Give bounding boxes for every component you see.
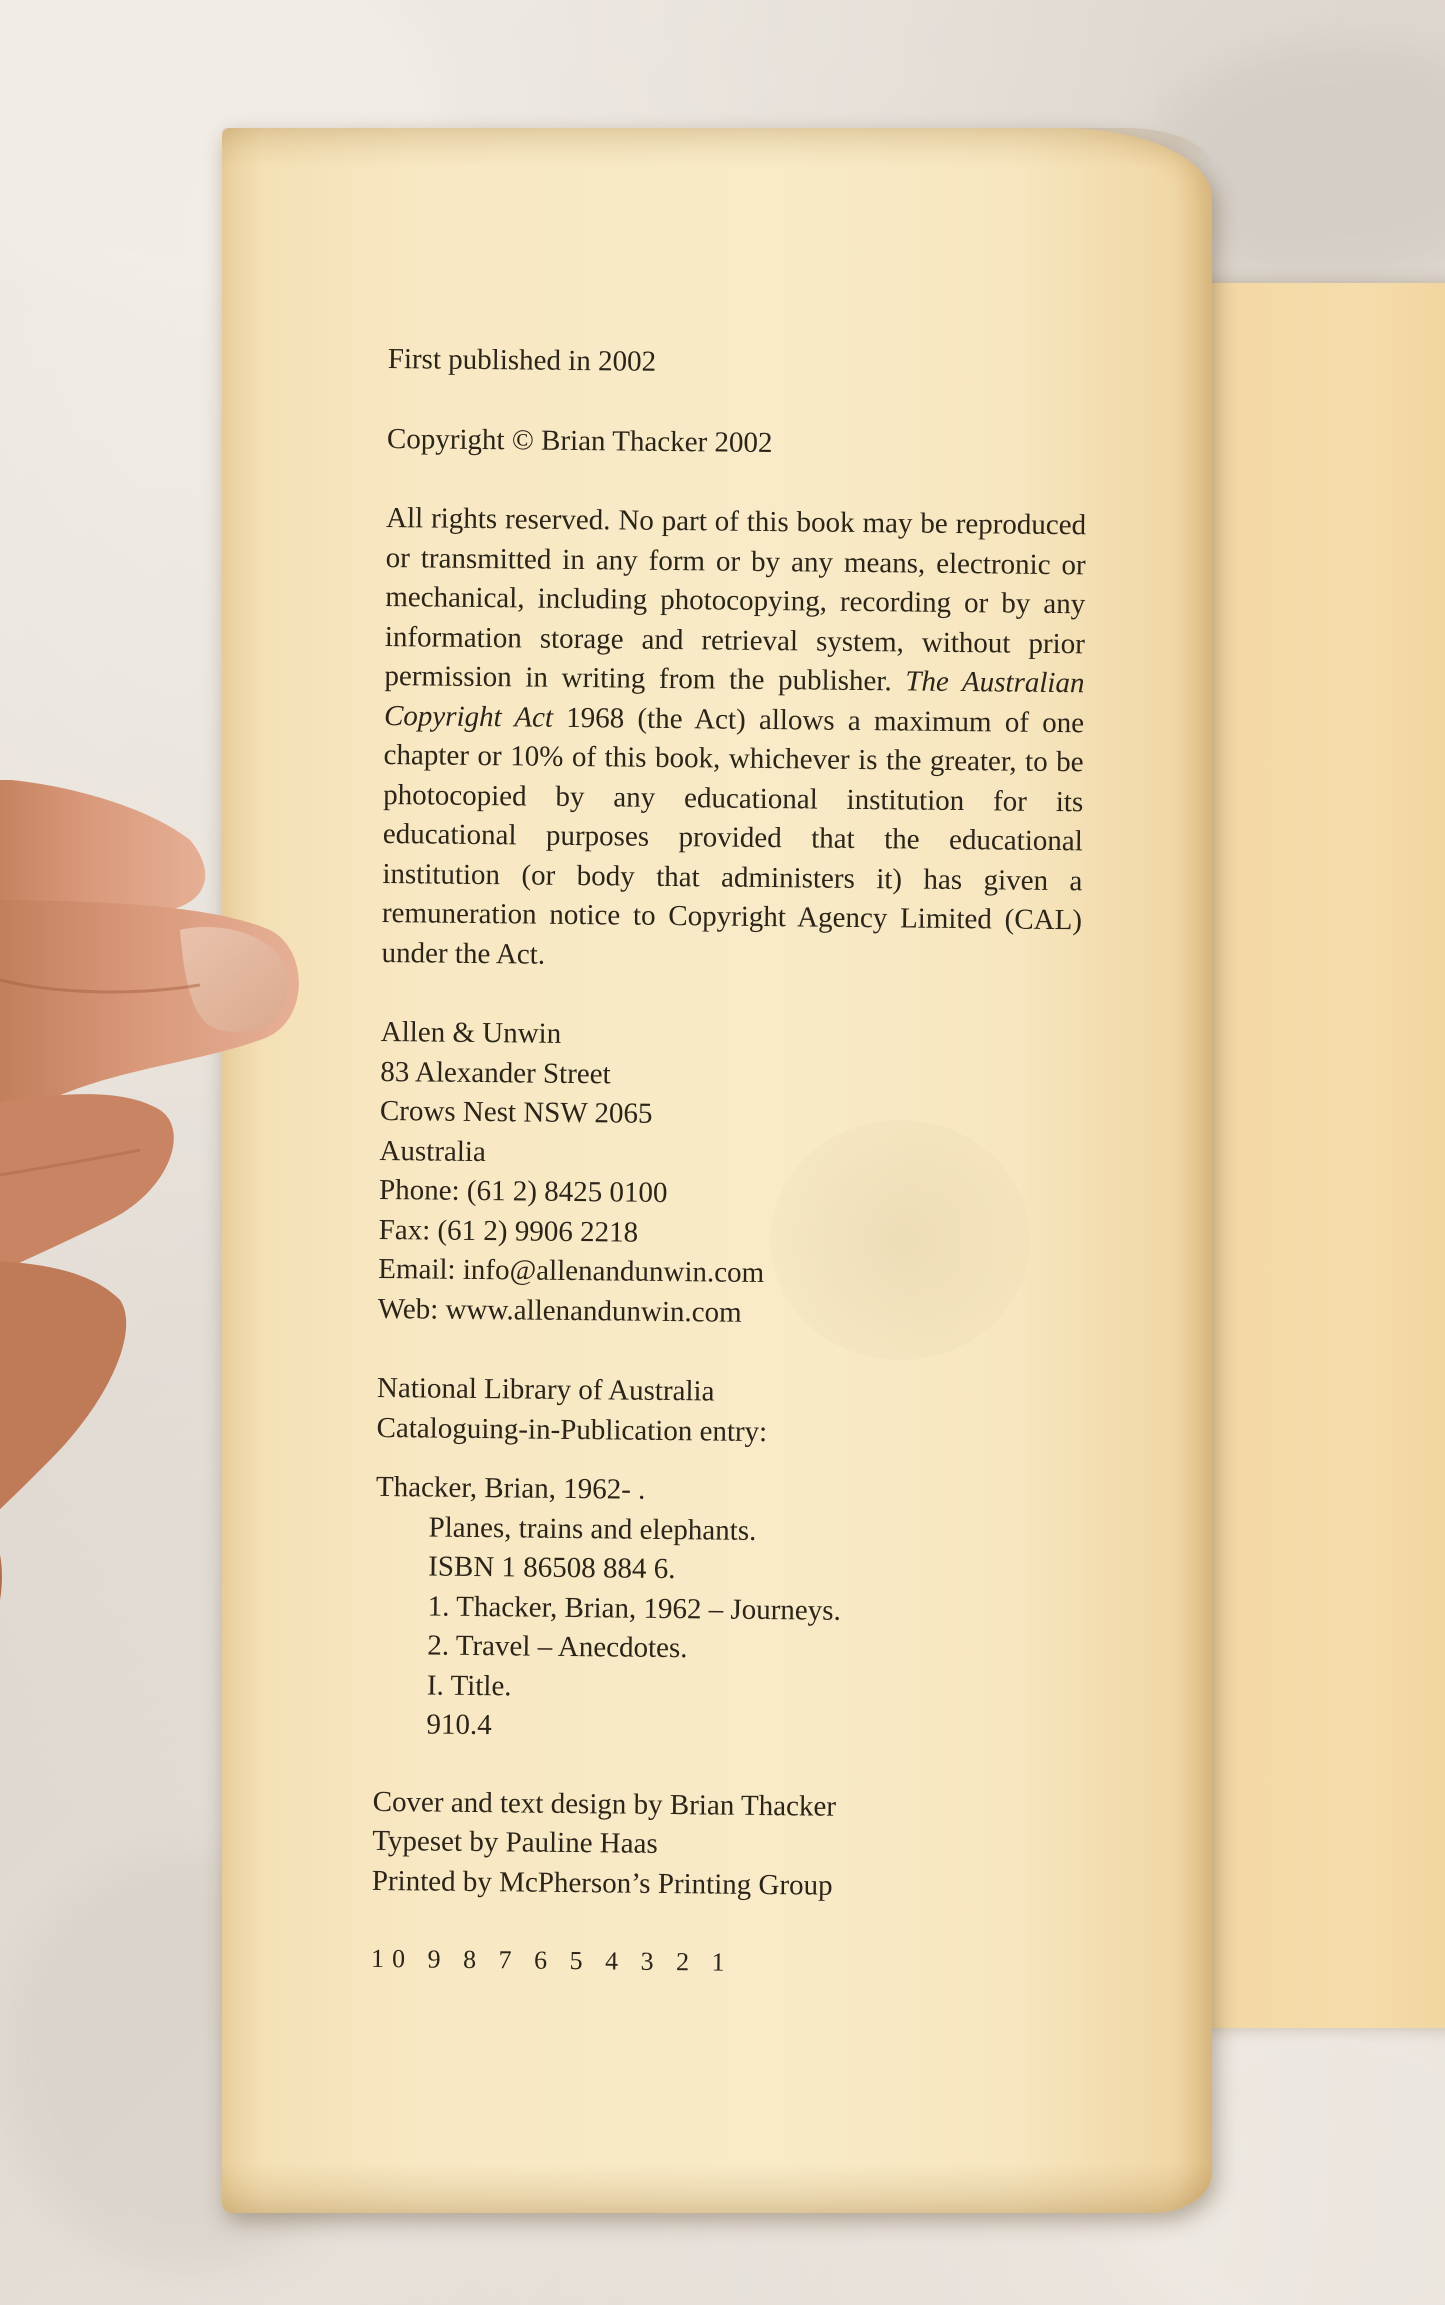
typeset-credit: Typeset by Pauline Haas — [372, 1824, 658, 1860]
credits-block — [372, 1782, 1073, 1908]
cip-heading: National Library of Australia — [376, 1371, 715, 1408]
cip-entry: 2. Travel – Anecdotes. — [427, 1629, 688, 1665]
design-credit: Cover and text design by Brian Thacker — [372, 1785, 837, 1823]
publisher-city: Crows Nest NSW 2065 — [379, 1094, 653, 1130]
publisher-country: Australia — [379, 1134, 486, 1168]
cip-entry: Planes, trains and elephants. — [428, 1510, 757, 1547]
rights-act-title: The Australian Copyright Act — [383, 665, 1085, 734]
imprint-page-text — [371, 340, 1088, 1986]
publisher-web: Web: www.allenandunwin.com — [377, 1292, 742, 1329]
cip-entry: 1. Thacker, Brian, 1962 – Journeys. — [427, 1589, 841, 1627]
publisher-email: Email: info@allenandunwin.com — [378, 1252, 765, 1289]
page-top-shadow — [222, 128, 1212, 168]
cip-heading: Cataloguing-in-Publication entry: — [376, 1411, 768, 1448]
first-published-line: First published in 2002 — [387, 342, 657, 378]
copyright-line: Copyright © Brian Thacker 2002 — [386, 422, 773, 459]
rights-tail: 1968 (the Act) allows a maximum of one chapter or 10% of this book, whichever is the greater, to be photocopied by any educational institution for its educational purposes provided that the educational institution (or body that administers it) has given a remuneration notice to Copyright Agency Limited (CAL) under the Act. — [381, 701, 1085, 971]
page-bottom-shadow — [222, 2163, 1212, 2213]
next-page-edge — [1180, 283, 1445, 2028]
rights-lead: All rights reserved. No part of this book may be reproduced or transmitted in any form or by any means, electronic or mechanical, including photocopying, recording or by any information storage and retrieval system, without prior permission in writing from the publisher. — [384, 501, 1087, 698]
publisher-phone: Phone: (61 2) 8425 0100 — [378, 1173, 668, 1209]
publisher-name: Allen & Unwin — [380, 1015, 562, 1050]
cip-entry: ISBN 1 86508 884 6. — [427, 1550, 676, 1586]
printing-impression-line: 10 9 8 7 6 5 4 3 2 1 — [370, 1943, 733, 1977]
hand-holding-book — [0, 780, 300, 1780]
cip-entry: I. Title. — [426, 1668, 512, 1702]
cip-author: Thacker, Brian, 1962- . — [375, 1470, 646, 1506]
cip-block — [373, 1369, 1077, 1752]
rights-paragraph — [381, 499, 1086, 980]
publisher-address — [378, 1013, 1081, 1336]
publisher-fax: Fax: (61 2) 9906 2218 — [378, 1213, 639, 1249]
publisher-street: 83 Alexander Street — [380, 1055, 611, 1090]
cip-entry: 910.4 — [426, 1708, 492, 1742]
printer-credit: Printed by McPherson’s Printing Group — [371, 1864, 833, 1902]
